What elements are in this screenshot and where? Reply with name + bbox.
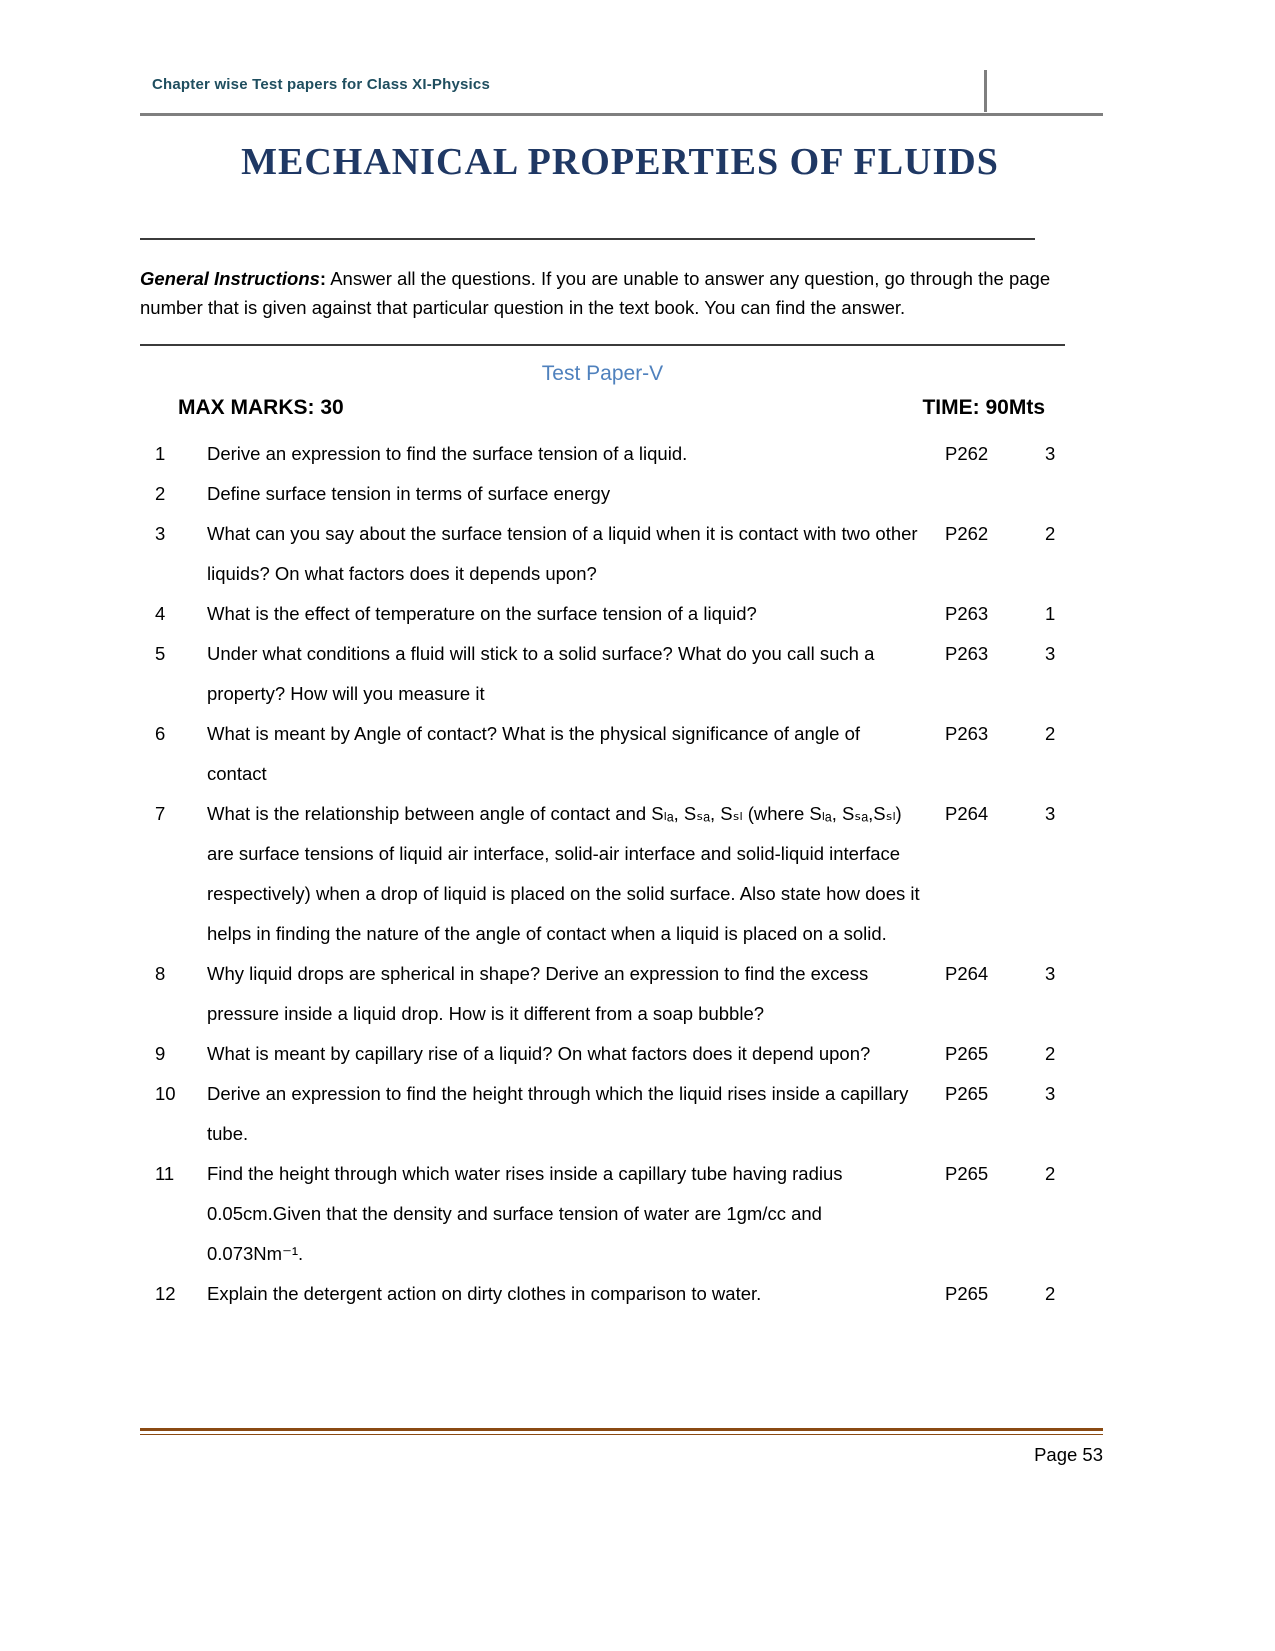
question-row	[140, 1034, 1100, 1074]
question-page-ref: P262	[945, 443, 989, 464]
question-number: 9	[155, 1043, 166, 1064]
question-page-ref: P265	[945, 1043, 989, 1064]
marks-time-row	[140, 396, 1045, 420]
question-row	[140, 474, 1100, 514]
page-number: Page 53	[1034, 1444, 1103, 1465]
question-row	[140, 634, 1100, 714]
question-page-ref: P264	[945, 803, 989, 824]
question-number: 4	[155, 603, 166, 624]
question-marks: 3	[1045, 443, 1056, 464]
question-row	[140, 514, 1100, 594]
question-page-ref: P265	[945, 1163, 989, 1184]
question-row	[140, 714, 1100, 794]
question-text: What is the effect of temperature on the surface tension of a liquid?	[207, 603, 757, 624]
question-text: Define surface tension in terms of surface energy	[207, 483, 611, 504]
question-row	[140, 1274, 1100, 1314]
question-text: What can you say about the surface tension of a liquid when it is contact with two other liquids? On what factors does it depends upon?	[207, 523, 918, 584]
question-page-ref: P263	[945, 723, 989, 744]
question-number: 6	[155, 723, 166, 744]
question-text: Derive an expression to find the surface tension of a liquid.	[207, 443, 688, 464]
instructions-label: General Instructions	[140, 268, 320, 289]
question-page-ref: P263	[945, 643, 989, 664]
question-number: 1	[155, 443, 166, 464]
max-marks-label: MAX MARKS: 30	[178, 396, 344, 419]
question-row	[140, 1074, 1100, 1154]
question-page-ref: P263	[945, 603, 989, 624]
question-text: Find the height through which water rises inside a capillary tube having radius 0.05cm.Given that the density and surface tension of water are 1gm/cc and 0.073Nm⁻¹.	[207, 1163, 843, 1264]
footer-rule	[140, 1428, 1103, 1435]
question-page-ref: P265	[945, 1283, 989, 1304]
header-title: Chapter wise Test papers for Class XI-Physics	[152, 76, 491, 93]
question-marks: 3	[1045, 963, 1056, 984]
question-row	[140, 954, 1100, 1034]
page-title: MECHANICAL PROPERTIES OF FLUIDS	[241, 141, 999, 183]
question-number: 11	[155, 1163, 175, 1184]
instructions-text: Answer all the questions. If you are unable to answer any question, go through the page number that is given against that particular question in the text book. You can find the answer.	[140, 268, 1051, 318]
questions-list	[140, 434, 1100, 1314]
question-row	[140, 794, 1100, 954]
question-row	[140, 594, 1100, 634]
question-marks: 2	[1045, 1043, 1056, 1064]
question-marks: 2	[1045, 523, 1056, 544]
question-marks: 1	[1045, 603, 1056, 624]
question-marks: 2	[1045, 1163, 1056, 1184]
question-row	[140, 1154, 1100, 1274]
question-number: 2	[155, 483, 166, 504]
question-page-ref: P262	[945, 523, 989, 544]
instructions-colon: :	[319, 268, 327, 289]
question-marks: 2	[1045, 723, 1056, 744]
question-marks: 3	[1045, 1083, 1056, 1104]
question-text: What is meant by Angle of contact? What is the physical significance of angle of contact	[207, 723, 860, 784]
question-text: What is the relationship between angle of contact and Sₗₐ, Sₛₐ, Sₛₗ (where Sₗₐ, Sₛₐ,Sₛₗ) are surface tensions of liquid air interface, solid-air interface and solid-liquid interface respectively) when a drop of liquid is placed on the solid surface. Also state how does it helps in finding the nature of the angle of contact when a liquid is placed on a solid.	[207, 803, 920, 944]
question-text: Explain the detergent action on dirty clothes in comparison to water.	[207, 1283, 762, 1304]
question-row	[140, 434, 1100, 474]
question-marks: 3	[1045, 803, 1056, 824]
question-number: 10	[155, 1083, 176, 1104]
question-number: 5	[155, 643, 166, 664]
test-paper-title: Test Paper-V	[541, 362, 664, 385]
question-page-ref: P265	[945, 1083, 989, 1104]
header-vertical-bar	[984, 70, 987, 112]
question-page-ref: P264	[945, 963, 989, 984]
question-number: 8	[155, 963, 166, 984]
question-number: 3	[155, 523, 166, 544]
question-text: Under what conditions a fluid will stick to a solid surface? What do you call such a property? How will you measure it	[207, 643, 875, 704]
instructions-divider	[140, 344, 1065, 346]
question-text: Why liquid drops are spherical in shape? Derive an expression to find the excess pressure inside a liquid drop. How is it different from a soap bubble?	[207, 963, 869, 1024]
question-marks: 2	[1045, 1283, 1056, 1304]
question-number: 7	[155, 803, 166, 824]
general-instructions	[140, 264, 1085, 322]
question-marks: 3	[1045, 643, 1056, 664]
header-rule	[140, 113, 1103, 116]
time-label: TIME: 90Mts	[922, 396, 1045, 419]
question-text: What is meant by capillary rise of a liquid? On what factors does it depend upon?	[207, 1043, 871, 1064]
question-number: 12	[155, 1283, 176, 1304]
question-text: Derive an expression to find the height through which the liquid rises inside a capillary tube.	[207, 1083, 909, 1144]
title-divider	[140, 238, 1035, 240]
